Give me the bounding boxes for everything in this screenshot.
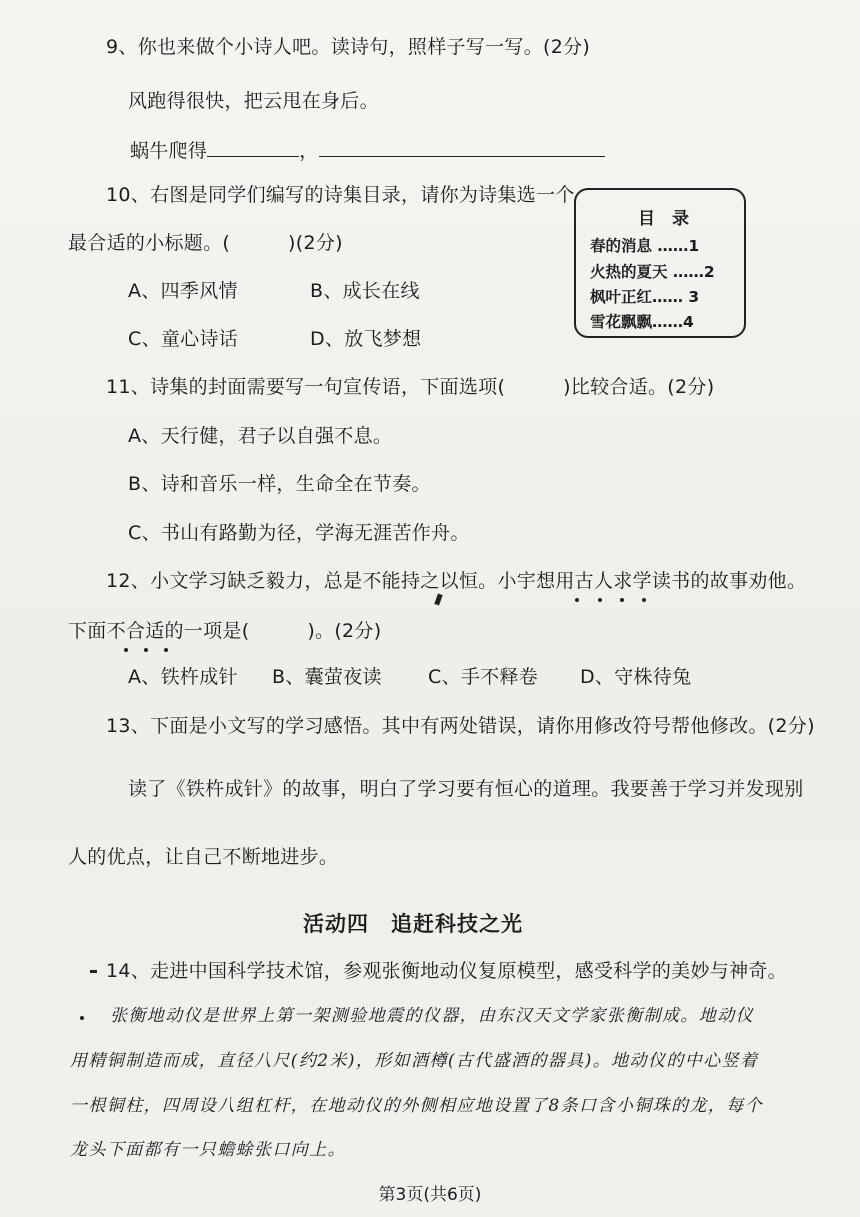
q14-passage-line1: 张衡地动仪是世界上第一架测验地震的仪器，由东汉天文学家张衡制成。地动仪 xyxy=(110,1006,754,1026)
q14-passage-line2: 用精铜制造而成，直径八尺(约2米)，形如酒樽(古代盛酒的器具)。地动仪的中心竖着 xyxy=(70,1051,759,1071)
emphasis-dot xyxy=(124,648,128,652)
q9-example: 风跑得很快，把云甩在身后。 xyxy=(128,90,379,112)
q12-prompt-line1: 12、小文学习缺乏毅力，总是不能持之以恒。小宇想用古人求学读书的故事劝他。 xyxy=(106,570,807,592)
q12-option-a[interactable]: A、铁杵成针 xyxy=(128,666,238,688)
q9-sep: ， xyxy=(299,140,319,162)
q10-option-a[interactable]: A、四季风情 xyxy=(128,280,238,302)
emphasis-dot xyxy=(620,598,624,602)
q10-prompt-line2: 最合适的小标题。( )(2分) xyxy=(68,232,343,254)
emphasis-dot xyxy=(164,648,168,652)
q10-option-b[interactable]: B、成长在线 xyxy=(310,280,420,302)
section-heading: 活动四 追赶科技之光 xyxy=(303,912,523,936)
toc-item-2: 火热的夏天 ……2 xyxy=(590,263,715,281)
q10-prompt-line1: 10、右图是同学们编写的诗集目录，请你为诗集选一个 xyxy=(106,184,575,206)
q9-answer-line xyxy=(130,140,605,161)
pen-mark xyxy=(434,593,442,605)
q13-text-line1: 读了《铁杵成针》的故事，明白了学习要有恒心的道理。我要善于学习并发现别 xyxy=(128,778,804,800)
q13-prompt: 13、下面是小文写的学习感悟。其中有两处错误，请你用修改符号帮他修改。(2分) xyxy=(106,715,815,737)
q10-option-d[interactable]: D、放飞梦想 xyxy=(310,328,422,350)
toc-item-4: 雪花飘飘……4 xyxy=(590,313,694,331)
toc-item-1: 春的消息 ……1 xyxy=(590,237,700,255)
q12-option-c[interactable]: C、手不释卷 xyxy=(428,666,539,688)
emphasis-dot xyxy=(598,598,602,602)
emphasis-dot xyxy=(642,598,646,602)
q14-passage-line4: 龙头下面都有一只蟾蜍张口向上。 xyxy=(70,1140,346,1160)
q11-option-a[interactable]: A、天行健，君子以自强不息。 xyxy=(128,425,393,447)
q14-prompt: 14、走进中国科学技术馆，参观张衡地动仪复原模型，感受科学的美妙与神奇。 xyxy=(106,960,787,982)
q9-start: 蜗牛爬得 xyxy=(130,140,208,162)
pen-mark xyxy=(80,1016,84,1020)
toc-title: 目 录 xyxy=(638,209,689,229)
emphasis-dot xyxy=(575,598,579,602)
q11-prompt: 11、诗集的封面需要写一句宣传语，下面选项( )比较合适。(2分) xyxy=(106,376,715,398)
q11-option-c[interactable]: C、书山有路勤为径，学海无涯苦作舟。 xyxy=(128,522,470,544)
pen-mark xyxy=(90,970,97,973)
q12-prompt-line2: 下面不合适的一项是( )。(2分) xyxy=(68,620,382,642)
q9-blank-1[interactable] xyxy=(207,140,299,157)
page-number: 第3页(共6页) xyxy=(378,1185,482,1205)
q9-prompt: 9、你也来做个小诗人吧。读诗句，照样子写一写。(2分) xyxy=(106,36,591,58)
q12-option-d[interactable]: D、守株待兔 xyxy=(580,666,692,688)
toc-item-3: 枫叶正红…… 3 xyxy=(590,288,700,306)
q12-option-b[interactable]: B、囊萤夜读 xyxy=(272,666,382,688)
q13-text-line2: 人的优点，让自己不断地进步。 xyxy=(68,846,339,868)
q14-passage-line3: 一根铜柱，四周设八组杠杆，在地动仪的外侧相应地设置了8条口含小铜珠的龙，每个 xyxy=(70,1096,764,1116)
q11-option-b[interactable]: B、诗和音乐一样，生命全在节奏。 xyxy=(128,473,431,495)
emphasis-dot xyxy=(144,648,148,652)
q10-option-c[interactable]: C、童心诗话 xyxy=(128,328,239,350)
q9-blank-2[interactable] xyxy=(319,140,605,157)
toc-box xyxy=(574,188,746,338)
